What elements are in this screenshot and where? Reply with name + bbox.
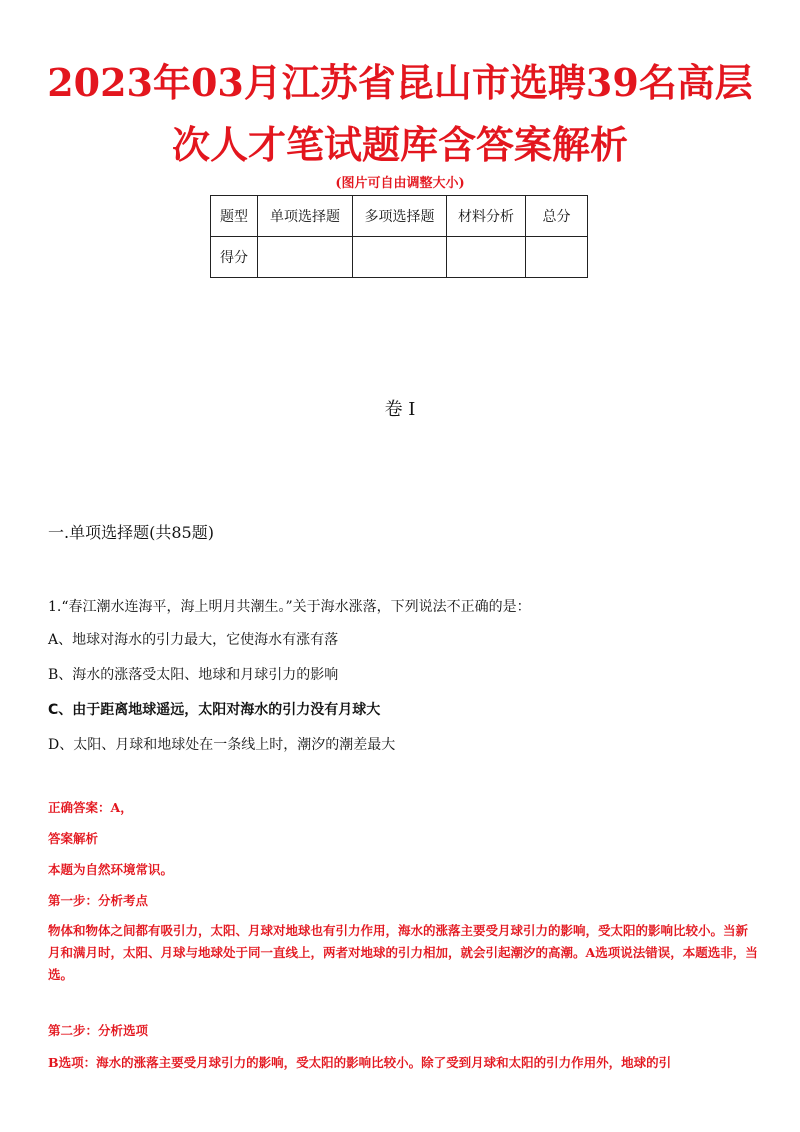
- step2-heading: 第二步：分析选项: [48, 1023, 149, 1038]
- score-cell-single-choice: [258, 237, 353, 278]
- score-table-score-row: [211, 237, 588, 278]
- score-cell-material: [447, 237, 526, 278]
- step2-text: B选项：海水的涨落主要受月球引力的影响，受太阳的影响比较小。除了受到月球和太阳的引力作用外，地球的引: [48, 1055, 672, 1070]
- option-a: A、地球对海水的引力最大，它使海水有涨有落: [48, 632, 339, 648]
- image-resize-note: (图片可自由调整大小): [335, 176, 465, 191]
- step1-heading: 第一步：分析考点: [48, 893, 149, 908]
- score-header-single-choice: 单项选择题: [258, 196, 353, 237]
- document-title-line2: 次人才笔试题库含答案解析: [171, 122, 628, 167]
- correct-answer: 正确答案：A，: [48, 800, 133, 815]
- score-header-total: 总分: [526, 196, 588, 237]
- score-table-header-row: [211, 196, 588, 237]
- score-header-multi-choice: 多项选择题: [353, 196, 447, 237]
- score-table: [210, 195, 588, 278]
- score-cell-total: [526, 237, 588, 278]
- score-row-label: 得分: [211, 237, 258, 278]
- section-heading: 一.单项选择题(共85题): [48, 523, 214, 542]
- score-cell-multi-choice: [353, 237, 447, 278]
- document-title-line1: 2023年03月江苏省昆山市选聘39名高层: [47, 60, 753, 105]
- option-d: D、太阳、月球和地球处在一条线上时，潮汐的潮差最大: [48, 737, 396, 753]
- analysis-intro: 本题为自然环境常识。: [48, 862, 174, 877]
- step1-text: 物体和物体之间都有吸引力，太阳、月球对地球也有引力作用，海水的涨落主要受月球引力的影响，受太阳的影响比较小。当新月和满月时，太阳、月球与地球处于同一直线上，两者对地球的引力相加，就会引起潮汐的高潮。A选项说法错误，本题选非，当选。: [48, 923, 758, 982]
- score-header-material: 材料分析: [447, 196, 526, 237]
- analysis-label: 答案解析: [48, 831, 99, 846]
- question-stem: 1.“春江潮水连海平，海上明月共潮生。”关于海水涨落，下列说法不正确的是：: [48, 599, 531, 615]
- option-b: B、海水的涨落受太阳、地球和月球引力的影响: [48, 667, 339, 683]
- option-c: C、由于距离地球遥远，太阳对海水的引力没有月球大: [48, 702, 381, 718]
- score-header-type: 题型: [211, 196, 258, 237]
- volume-heading: 卷 I: [384, 399, 416, 420]
